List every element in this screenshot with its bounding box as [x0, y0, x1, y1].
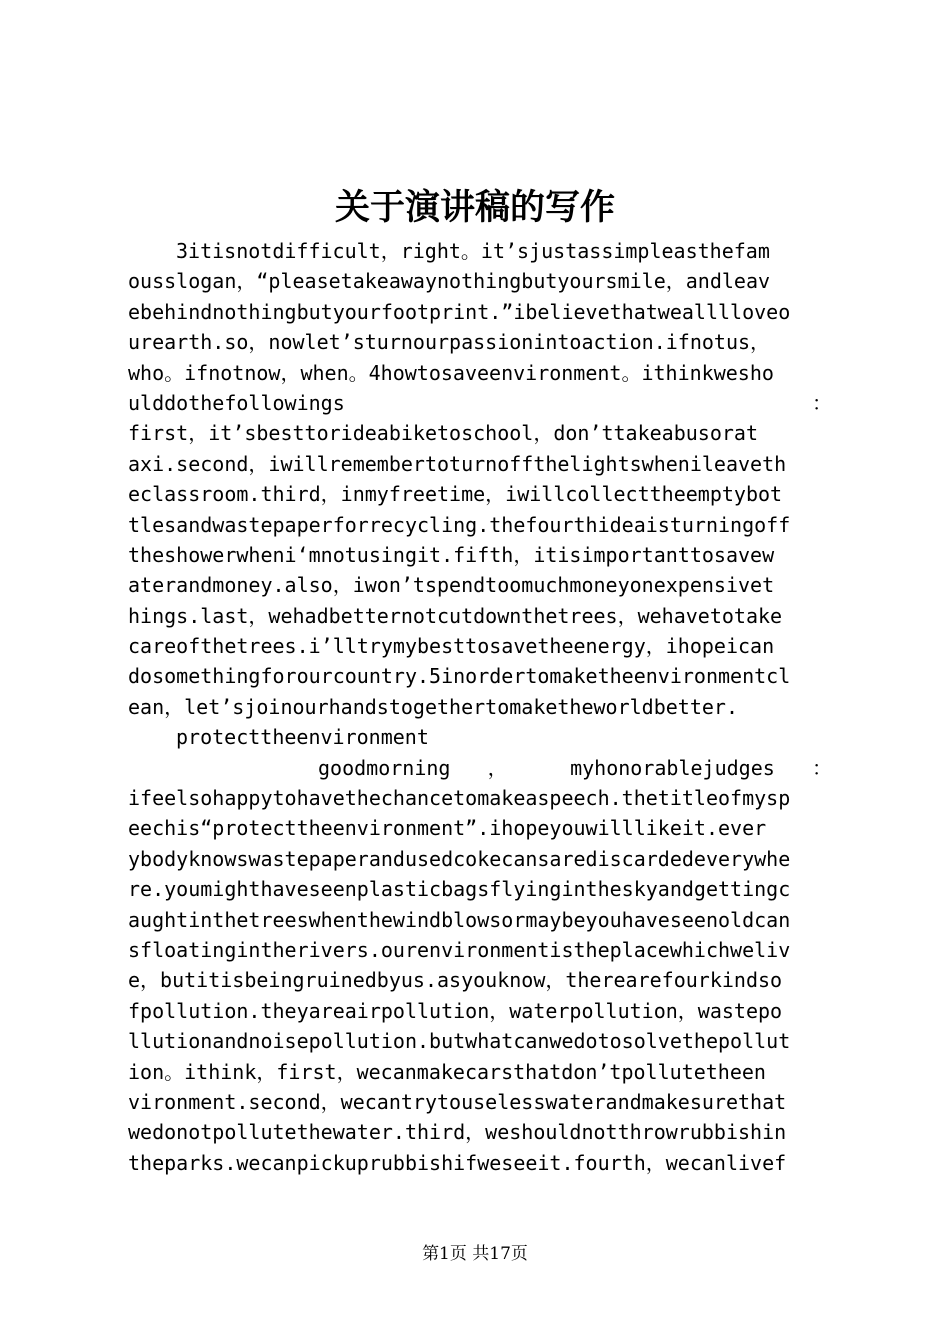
document-title: 关于演讲稿的写作: [334, 187, 615, 228]
paragraph-line: tlesandwastepaperforrecycling.thefourthideaisturningoff: [128, 512, 791, 537]
document-body: [128, 236, 832, 1178]
paragraph-line: 3itisnotdifficult，right。it’sjustassimpleasthefam: [176, 239, 770, 263]
paragraph-line: ybodyknowswastepaperandusedcokecansarediscardedeverywhe: [128, 846, 791, 871]
greeting-line: [128, 753, 832, 783]
paragraph-line: eclassroom.third，inmyfreetime，iwillcollecttheemptybot: [128, 482, 783, 507]
paragraph-line: ousslogan，“pleasetakeawaynothingbutyoursmile，andleav: [128, 269, 771, 294]
line-segment: myhonorablejudges: [570, 755, 775, 780]
line-segment: ：: [812, 755, 832, 780]
paragraph-line: theshowerwheni‘mnotusingit.fifth，itisimportanttosavew: [128, 542, 775, 567]
paragraph-line: urearth.so，nowlet’sturnourpassionintoaction.ifnotus，: [128, 330, 771, 355]
paragraph-line: ean，let’sjoinourhandstogethertomaketheworldbetter.: [128, 694, 739, 719]
paragraph-line: ifeelsohappytohavethechancetomakeaspeech.thetitleofmysp: [128, 786, 791, 811]
paragraph-line: e，butitisbeingruinedbyus.asyouknow，therearefourkindso: [128, 968, 783, 993]
paragraph-line: ebehindnothingbutyourfootprint.”ibelievethatwealllloveo: [128, 299, 791, 324]
paragraph-line: axi.second，iwillremembertoturnoffthelightswhenileaveth: [128, 451, 787, 476]
paragraph-line: first，it’sbesttorideabiketoschool，don’ttakeabusorat: [128, 421, 759, 446]
paragraph-line: vironment.second，wecantrytouselesswaterandmakesurethat: [128, 1089, 787, 1114]
paragraph-line: aterandmoney.also，iwon’tspendtoomuchmoneyonexpensivet: [128, 573, 775, 598]
page-number-footer: 第1页 共17页: [422, 1244, 528, 1264]
line-segment: goodmorning: [318, 755, 451, 780]
paragraph-line: careofthetrees.i’lltrymybesttosavetheenergy，ihopeican: [128, 634, 775, 659]
line-segment: ulddothefollowings: [128, 390, 345, 415]
paragraph-line: llutionandnoisepollution.butwhatcanwedotosolvethepollut: [128, 1029, 791, 1054]
paragraph-line: [128, 388, 832, 418]
paragraph-line: re.youmighthaveseenplasticbagsflyingintheskyandgettingc: [128, 877, 791, 902]
section-heading: protecttheenvironment: [176, 725, 429, 750]
paragraph-line: fpollution.theyareairpollution，waterpollution，wastepo: [128, 998, 783, 1023]
paragraph-line: eechis“protecttheenvironment”.ihopeyouwilllikeit.ever: [128, 816, 767, 841]
paragraph-line: aughtinthetreeswhenthewindblowsormaybeyouhaveseenoldcan: [128, 907, 791, 932]
line-segment: ，: [487, 755, 533, 780]
paragraph-line: dosomethingforourcountry.5inordertomaketheenvironmentcl: [128, 664, 791, 689]
paragraph-line: sfloatingintherivers.ourenvironmentistheplacewhichweliv: [128, 937, 791, 962]
paragraph-line: ion。ithink，first，wecanmakecarsthatdon’tpollutetheen: [128, 1059, 766, 1084]
paragraph-line: wedonotpollutethewater.third，weshouldnotthrowrubbishin: [128, 1120, 787, 1145]
paragraph-line: theparks.wecanpickuprubbishifweseeit.fourth，wecanlivef: [128, 1150, 787, 1175]
paragraph-line: hings.last，wehadbetternotcutdownthetrees，wehavetotake: [128, 603, 783, 628]
line-segment: ：: [812, 390, 832, 415]
paragraph-line: who。ifnotnow，when。4howtosaveenvironment。ithinkwesho: [128, 360, 774, 385]
